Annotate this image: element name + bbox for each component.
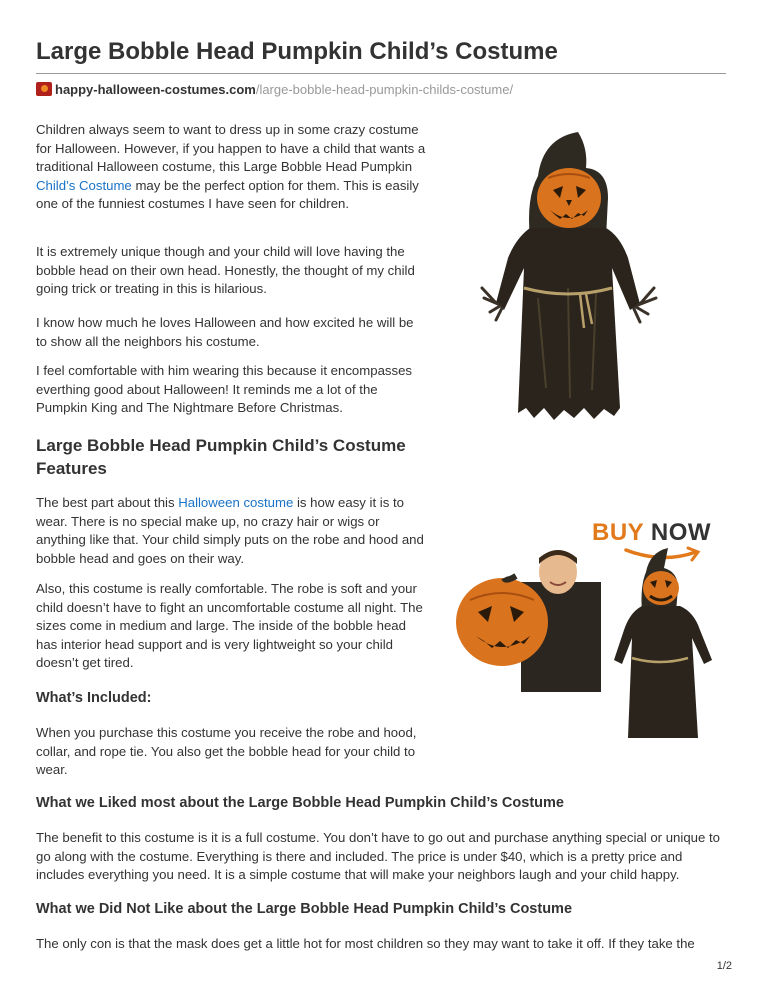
childs-costume-link[interactable]: Child’s Costume (36, 177, 132, 193)
page-number: 1/2 (716, 960, 732, 972)
buy-now-banner[interactable]: BUY NOW (592, 519, 712, 546)
liked-text: The benefit to this costume is it is a full costume. You don’t have to go out and purchase anything special or unique to go along with the costume. Everything is there and included. The price is under $40, which is a pretty price and includes everything you need. It is a simple costume that will make your neighbors laugh and your child happy. (36, 830, 720, 882)
costume-product-image (468, 128, 668, 423)
source-path-link[interactable]: /large-bobble-head-pumpkin-childs-costume/ (255, 81, 514, 97)
source-line (36, 81, 513, 97)
buy-now-product-image[interactable] (446, 542, 746, 742)
features-paragraph-1: The best part about this Halloween costume is how easy it is to wear. There is no special make up, no crazy hair or wigs or anything like that. Your child simply puts on the robe and hood and bobble head and goes on their way. (36, 495, 424, 566)
halloween-costume-link[interactable]: Halloween costume (178, 495, 294, 510)
disliked-heading: What we Did Not Like about the Large Bobble Head Pumpkin Child’s Costume (36, 901, 573, 917)
site-favicon-icon (36, 82, 52, 96)
features-paragraph-2: Also, this costume is really comfortable. The robe is soft and your child doesn’t have to fight an uncomfortable costume all night. The sizes come in medium and large. The inside of the bobble head has interior head support and is very lightweight so your child doesn’t get tired. (36, 581, 423, 670)
included-text: When you purchase this costume you receive the robe and hood, collar, and rope tie. You also get the bobble head for your child to wear. (36, 725, 417, 777)
intro-paragraph-1: Children always seem to want to dress up in some crazy costume for Halloween. However, if you happen to have a child that wants a traditional Halloween costume, this Large Bobble Head Pumpkin Child’s Costume may be the perfect option for them. This is easily one of the funniest costumes I have seen for children. (36, 122, 426, 211)
liked-heading: What we Liked most about the Large Bobble Head Pumpkin Child’s Costume (36, 795, 564, 811)
intro-paragraph-4: I feel comfortable with him wearing this because it encompasses everthing good about Halloween! It reminds me a lot of the Pumpkin King and The Nightmare Before Christmas. (36, 363, 413, 415)
intro-paragraph-2: It is extremely unique though and your child will love having the bobble head on their own head. Honestly, the thought of my child going trick or treating in this is hilarious. (36, 244, 415, 296)
page-title: Large Bobble Head Pumpkin Child’s Costume (36, 38, 558, 65)
disliked-text: The only con is that the mask does get a little hot for most children so they may want to take it off. If they take the (36, 936, 695, 951)
title-divider (36, 73, 726, 74)
source-domain-link[interactable]: happy-halloween-costumes.com (55, 81, 256, 97)
intro-paragraph-3: I know how much he loves Halloween and how excited he will be to show all the neighbors his costume. (36, 315, 414, 349)
features-heading: Large Bobble Head Pumpkin Child’s Costume Features (36, 436, 406, 478)
included-heading: What’s Included: (36, 690, 152, 706)
